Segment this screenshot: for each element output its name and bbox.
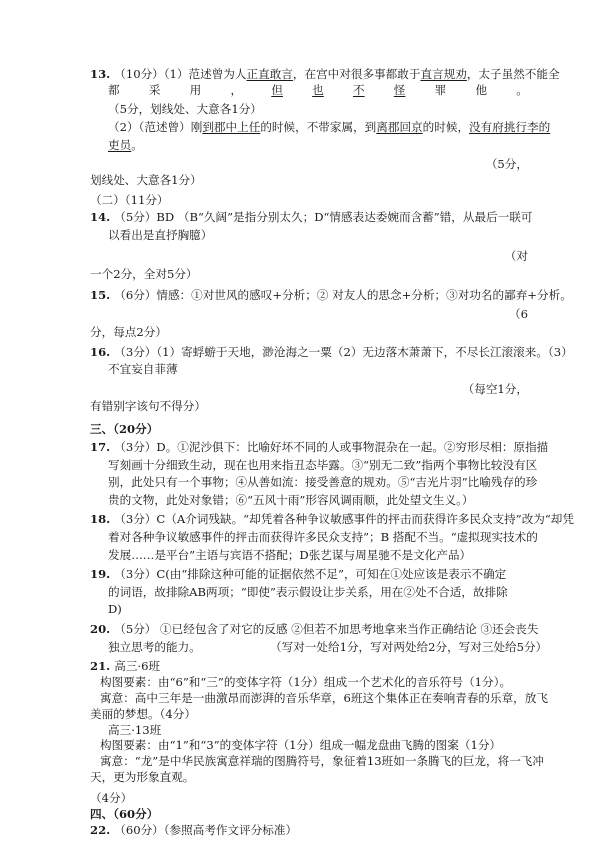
text-line-q20c (270, 640, 548, 654)
text-run: （3分）C（A介词残缺。“却凭着各种争议敏感事件的抨击而获得许多民众支持”改为“却凭 (114, 512, 574, 526)
text-run: 发展……是平台”主语与宾语不搭配；D张艺谋与周星驰不是文化产品） (108, 548, 472, 562)
text-run: （3分）C(由“排除这种可能的证据依然不足”，可知在①处应该是表示不确定 (114, 567, 507, 581)
text-run: （5分，划线处、大意各1分） (108, 102, 262, 116)
bold-text: 20. (90, 622, 115, 636)
bold-text: 19. (90, 567, 115, 581)
text-line-sec4 (90, 807, 158, 821)
text-run: （60分）（参照高考作文评分标准） (114, 823, 298, 837)
text-line-q21a (90, 659, 160, 673)
text-run: （3分）（1）寄蜉蝣于天地，渺沧海之一粟（2）无边落木萧萧下，不尽长江滚滚来。（3） (114, 345, 573, 359)
text-run: 的时候， (422, 120, 470, 134)
text-run: （6分）情感：①对世风的感叹+分析；② 对友人的思念+分析；③对功名的鄙弃+分析。 (114, 288, 572, 302)
text-run: 罪 (434, 83, 447, 97)
text-line-q19a (90, 567, 506, 581)
text-line-q15b (470, 307, 528, 321)
text-run: （5分） ①已经包含了对它的反感 ②但若不加思考地拿来当作正确结论 ③还会丧失 (114, 622, 539, 636)
text-line-q17a (90, 440, 548, 454)
text-run: （每空1分， (462, 382, 528, 396)
bold-text: 15. (90, 288, 115, 302)
text-run: （10分）（1）范述曾为人 (114, 67, 247, 81)
underlined-text: 吏员 (108, 138, 132, 152)
text-line-q14d (90, 267, 198, 281)
underlined-text: 离郡回京 (376, 120, 423, 134)
text-line-q17d (108, 493, 473, 507)
text-line-q16c (400, 382, 528, 396)
text-run: （写对一处给1分，写对两处给2分，写对三处给5分） (270, 640, 548, 654)
text-run: 都 (108, 83, 120, 97)
text-line-q21d (90, 707, 196, 721)
bold-text: 14. (90, 210, 115, 224)
text-run: 有错别字该句不得分） (90, 399, 206, 413)
text-line-q22a (90, 823, 297, 837)
text-run: （对 (504, 249, 528, 263)
text-run: 高三·6班 (114, 659, 161, 673)
text-line-q21g (100, 754, 544, 768)
text-line-q15c (90, 325, 167, 339)
text-line-q13b (108, 83, 528, 97)
text-run: 独立思考的能力。 (108, 640, 201, 654)
text-line-q18b (108, 530, 538, 544)
bold-text: 三、（20分） (90, 422, 159, 436)
text-run: ， (230, 83, 243, 97)
text-run: 美丽的梦想。（4分） (90, 707, 196, 721)
text-run: 一个2分，全对5分） (90, 267, 198, 281)
bold-text: 四、（60分） (90, 807, 159, 821)
text-run: （6 (509, 307, 528, 321)
text-line-q13c (108, 102, 262, 116)
text-run: ，在宫中对很多事都敢于 (292, 67, 421, 81)
underlined-text: 但 (271, 83, 283, 97)
text-run: （二）（11分） (90, 193, 169, 207)
bold-text: 17. (90, 440, 115, 454)
text-line-q14a (90, 210, 532, 224)
text-run: 贵的文物，此处对象错；⑥“五风十雨”形容风调雨顺，此处望文生义。） (108, 493, 474, 507)
underlined-text: 正直敢言 (246, 67, 293, 81)
text-run: （5分）BD （B“久阔”是指分别太久；D“情感表达委婉而含蓄”错，从最后一联可 (114, 210, 533, 224)
text-run: 天，更为形象直观。 (90, 770, 195, 784)
underlined-text: 怪 (393, 83, 406, 97)
text-line-q21f (100, 738, 501, 752)
underlined-text: 也 (312, 83, 324, 97)
text-line-q16d (90, 399, 206, 413)
text-run: 。 (131, 138, 143, 152)
text-run: 构图要素：由“1”和“3”的变体字符（1分）组成一幅龙盘曲飞腾的图案（1分） (100, 738, 502, 752)
text-line-q21i (90, 791, 132, 805)
text-line-q20a (90, 622, 538, 636)
text-line-q14b (108, 228, 212, 242)
text-run: ，太子虽然不能全 (466, 67, 560, 81)
text-line-q21e (108, 723, 161, 737)
text-run: D) (108, 602, 122, 616)
text-run: 别，此处只有一个事物；④从善如流：接受善意的规劝。⑤“吉光片羽”比喻残存的珍 (108, 475, 538, 489)
bold-text: 16. (90, 345, 115, 359)
text-run: （4分） (90, 791, 133, 805)
text-line-q16a (90, 345, 573, 359)
text-line-q17b (108, 458, 537, 472)
text-line-q20b (108, 640, 201, 654)
text-line-q13g (90, 173, 202, 187)
text-run: 高三·13班 (108, 723, 162, 737)
bold-text: 13. (90, 67, 115, 81)
text-run: 的词语，故排除AB两项；“即使”表示假设让步关系，用在②处不合适，故排除 (108, 585, 508, 599)
text-line-q13d (108, 120, 550, 134)
bold-text: 18. (90, 512, 115, 526)
text-line-q14c (470, 249, 528, 263)
text-run: 写刻画十分细致生动，现在也用来指丑态毕露。③“别无二致”指两个事物比较没有区 (108, 458, 538, 472)
text-line-q13f (470, 157, 528, 171)
text-run: （3分）D。①泥沙俱下：比喻好坏不同的人或事物混杂在一起。②穷形尽相：原指描 (114, 440, 549, 454)
text-line-q15a (90, 288, 572, 302)
underlined-text: 没有府挑行李的 (469, 120, 551, 134)
text-run: （2）（范述曾）刚 (108, 120, 203, 134)
text-run: （5分， (485, 157, 528, 171)
text-run: 采 (148, 83, 161, 97)
text-line-q17c (108, 475, 537, 489)
text-run: 寓意：高中三年是一曲激昂而澎湃的音乐华章，6班这个集体正在奏响青春的乐章，放飞 (100, 691, 548, 705)
text-line-sec3 (90, 422, 158, 436)
text-line-q18a (90, 512, 574, 526)
underlined-text: 到郡中上任 (202, 120, 261, 134)
bold-text: 21. (90, 659, 115, 673)
text-run: 划线处、大意各1分） (90, 173, 202, 187)
text-line-q13e (108, 138, 143, 152)
text-line-q19b (108, 585, 508, 599)
underlined-text: 直言规劝 (420, 67, 467, 81)
text-line-q19c (108, 602, 122, 616)
text-run: 他 (475, 83, 488, 97)
bold-text: 22. (90, 823, 115, 837)
text-line-q13a (90, 67, 560, 81)
text-run: 不宜妄自菲薄 (108, 362, 178, 376)
text-run: 。 (516, 83, 528, 97)
text-run: 以看出是直抒胸臆） (108, 228, 213, 242)
text-run: 构图要素：由“6”和“三”的变体字符（1分）组成一个艺术化的音乐符号（1分）。 (100, 675, 512, 689)
text-run: 分，每点2分） (90, 325, 167, 339)
text-run: 着对各种争议敏感事件的抨击而获得许多民众支持”；B 搭配不当。“虚拟现实技术的 (108, 530, 538, 544)
text-line-sec2 (90, 193, 169, 207)
text-line-q21c (100, 691, 548, 705)
text-line-q16b (108, 362, 178, 376)
text-line-q21h (90, 770, 194, 784)
underlined-text: 不 (352, 83, 365, 97)
text-run: 的时候，不带家属，到 (260, 120, 377, 134)
text-line-q21b (100, 675, 511, 689)
text-line-q18c (108, 548, 471, 562)
text-run: 寓意：“龙”是中华民族寓意祥瑞的图腾符号，象征着13班如一条腾飞的巨龙，将一飞冲 (100, 754, 544, 768)
text-run: 用 (189, 83, 202, 97)
